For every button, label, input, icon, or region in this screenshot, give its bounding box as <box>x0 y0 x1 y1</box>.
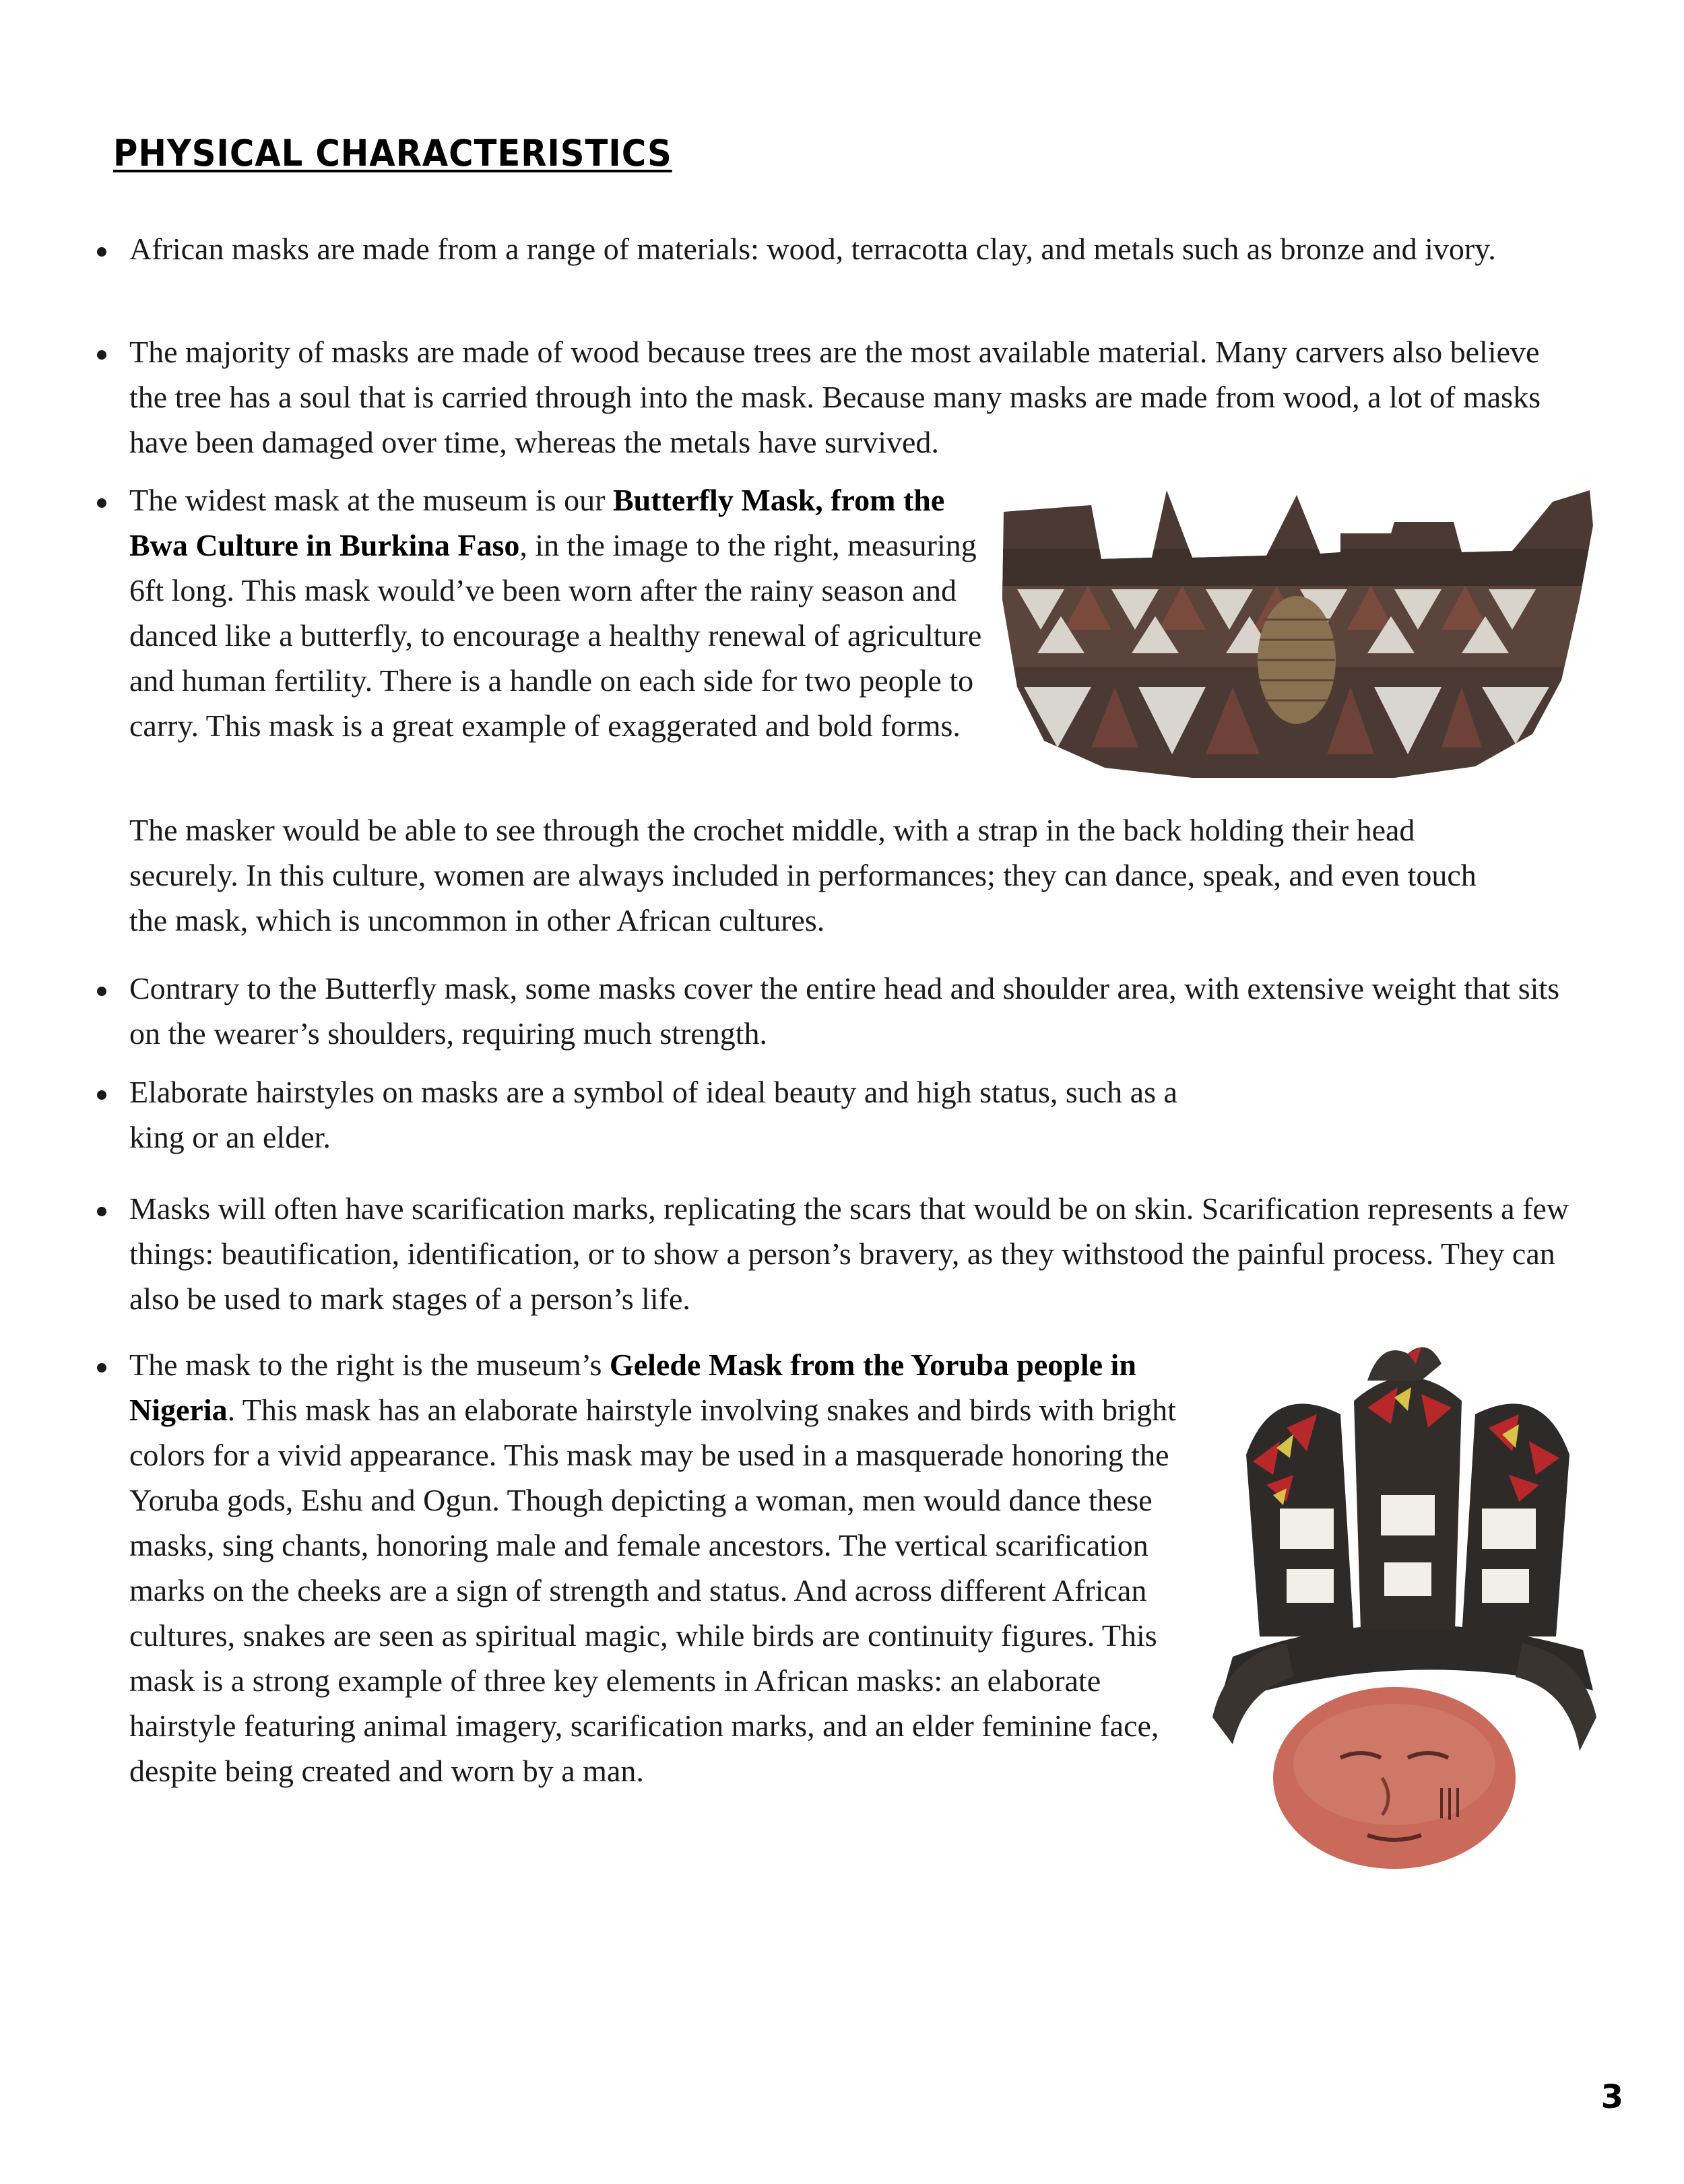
paragraph <box>129 226 1510 271</box>
text-segment: Contrary to the Butterfly mask, some masks cover the entire head and shoulder area, with extensive weight that sits on the wearer’s shoulders, requiring much strength. <box>129 971 1560 1051</box>
page-number: 3 <box>1600 2078 1623 2116</box>
paragraph <box>129 807 1490 943</box>
bullet-marker <box>97 247 106 257</box>
text-segment: The majority of masks are made of wood because trees are the most available material. Many carvers also believe the tree has a soul that is carried through into the mask. Because many masks are made from wood, a lot of masks have been damaged over time, whereas the metals have survived. <box>129 335 1541 459</box>
paragraph <box>129 1069 1180 1160</box>
bullet-marker <box>97 350 106 360</box>
text-segment: Elaborate hairstyles on masks are a symbol of ideal beauty and high status, such as a king or an elder. <box>129 1075 1177 1154</box>
bullet-marker <box>97 1207 106 1216</box>
text-segment: The widest mask at the museum is our <box>129 483 613 517</box>
paragraph <box>129 329 1571 465</box>
bullet-marker <box>97 1363 106 1372</box>
text-segment: The masker would be able to see through the crochet middle, with a strap in the back holding their head securely. In this culture, women are always included in performances; they can dance, speak, and even touch the mask, which is uncommon in other African cultures. <box>129 813 1477 937</box>
text-segment: Masks will often have scarification marks, replicating the scars that would be on skin. Scarification represents a few things: beautification, identification, or to show a person’s bravery, as they withstood the painful process. They can also be used to mark stages of a person’s life. <box>129 1191 1569 1316</box>
text-segment: , in the image to the right, measuring 6ft long. This mask would’ve been worn after the rainy season and danced like a butterfly, to encourage a healthy renewal of agriculture and human fertility. There is a handle on each side for two people to carry. This mask is a great example of exaggerated and bold forms. <box>129 528 982 743</box>
paragraph <box>129 477 985 748</box>
paragraph <box>129 1342 1187 1793</box>
gelede-mask-image <box>1206 1340 1610 1872</box>
paragraph <box>129 966 1571 1056</box>
bullet-marker <box>97 987 106 996</box>
bullet-marker <box>97 498 106 508</box>
butterfly-mask-image <box>990 485 1603 781</box>
page-title: PHYSICAL CHARACTERISTICS <box>113 132 672 174</box>
text-segment: . This mask has an elaborate hairstyle involving snakes and birds with bright colors for a vivid appearance. This mask may be used in a masquerade honoring the Yoruba gods, Eshu and Ogun. Though depicting a woman, men would dance these masks, sing chants, honoring male and female ancestors. The vertical scarification marks on the cheeks are a sign of strength and status. And across different African cultures, snakes are seen as spiritual magic, while birds are continuity figures. This mask is a strong example of three key elements in African masks: an elaborate hairstyle featuring animal imagery, scarification marks, and an elder feminine face, despite being created and worn by a man. <box>129 1393 1176 1788</box>
text-segment: African masks are made from a range of materials: wood, terracotta clay, and metals such as bronze and ivory. <box>129 232 1496 266</box>
bullet-marker <box>97 1090 106 1100</box>
text-segment: The mask to the right is the museum’s <box>129 1348 610 1382</box>
bold-text: Butterfly Mask, from the Bwa Culture in Burkina Faso <box>129 483 945 562</box>
bold-text: Gelede Mask from the Yoruba people in Nigeria <box>129 1348 1136 1427</box>
paragraph <box>129 1186 1571 1321</box>
